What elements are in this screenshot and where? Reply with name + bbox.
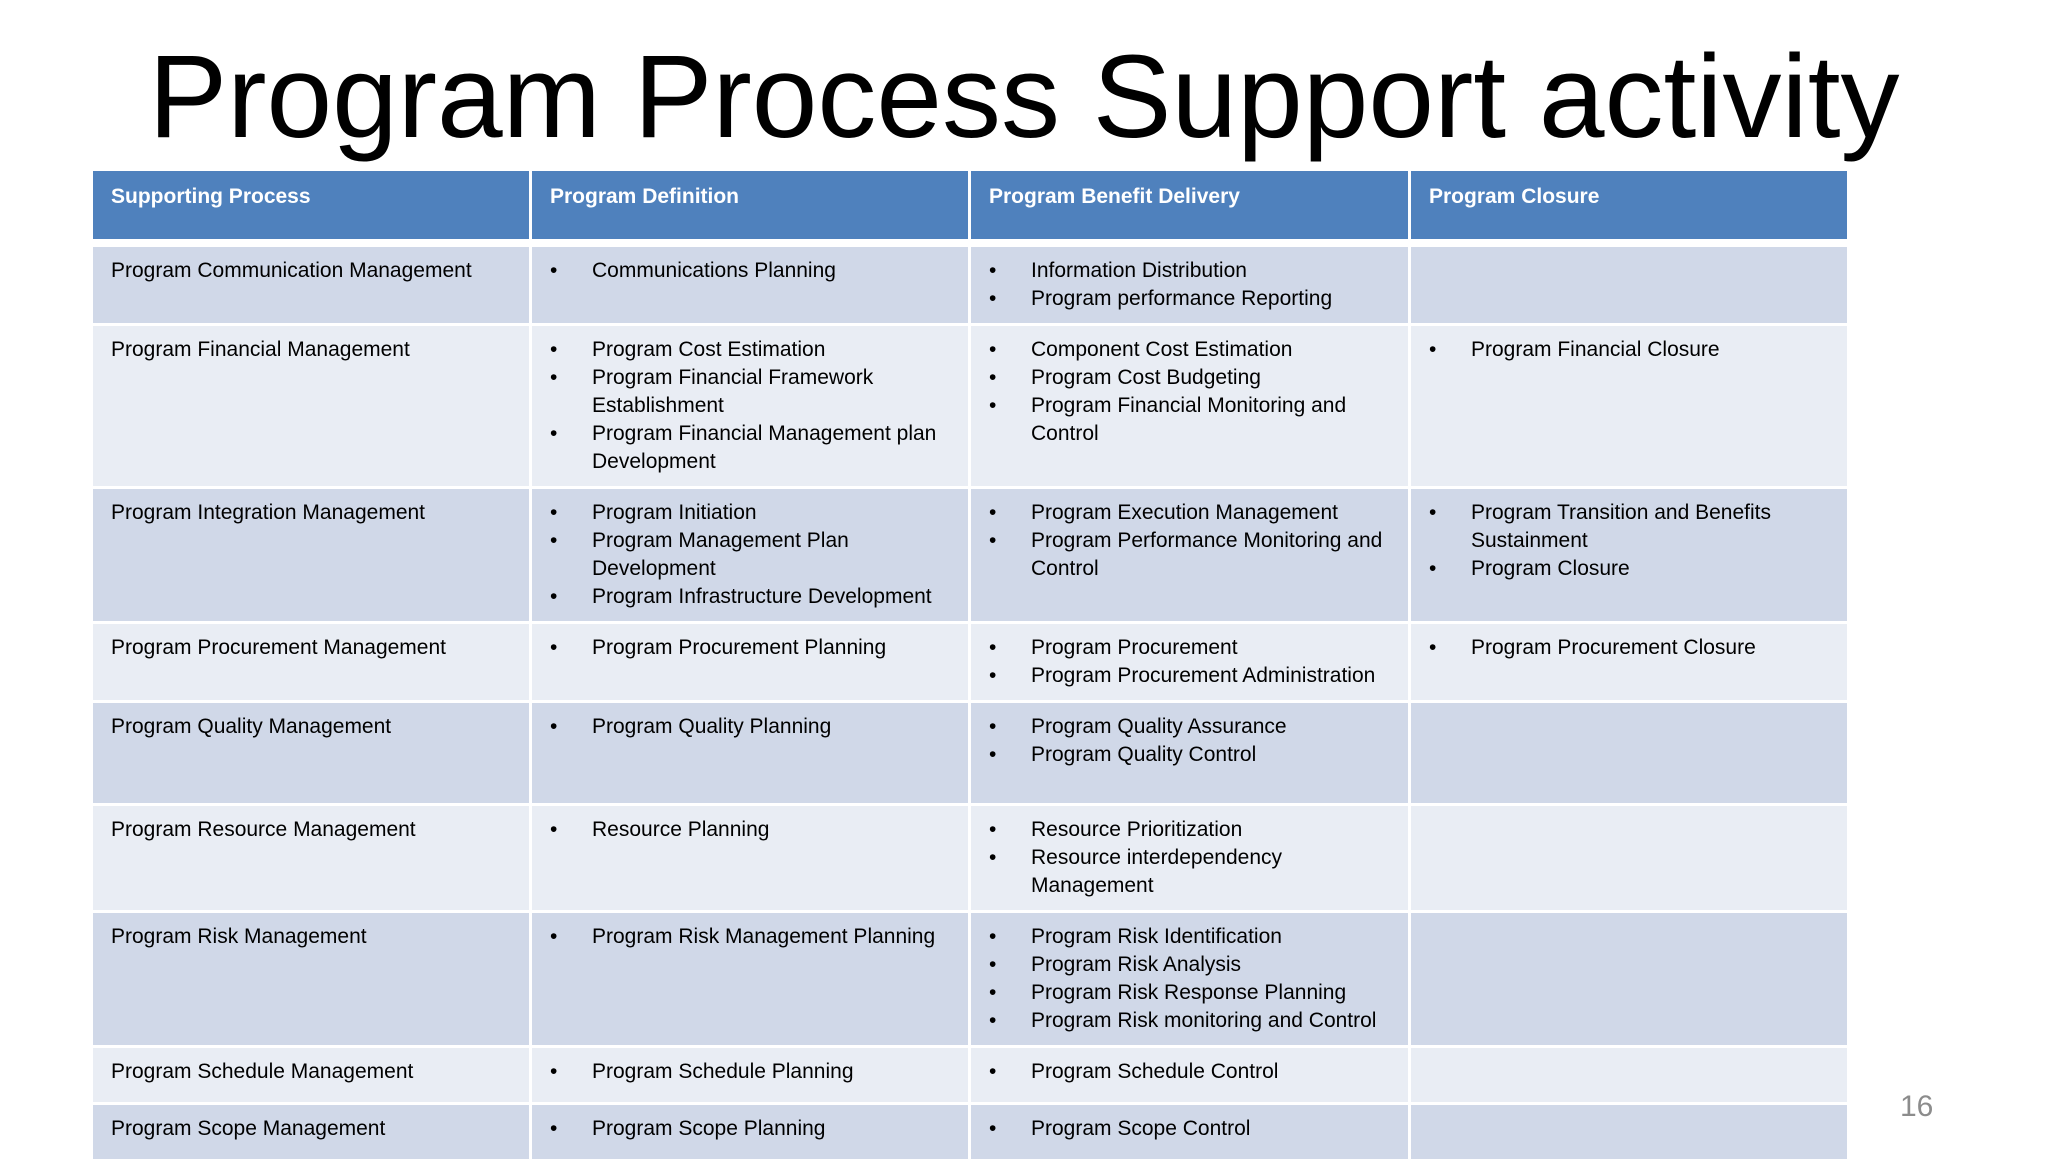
bullet-icon: • — [989, 636, 997, 659]
bullet-list — [989, 816, 1390, 900]
list-item-text: Program Procurement Planning — [592, 636, 887, 659]
bullet-list — [550, 499, 950, 611]
table-row — [92, 805, 1849, 912]
list-item — [550, 1115, 950, 1143]
list-item — [989, 257, 1390, 285]
list-item-text: Program Procurement — [1031, 636, 1238, 659]
bullet-icon: • — [989, 287, 997, 310]
bullet-icon: • — [550, 501, 558, 524]
list-item-text: Program Procurement Closure — [1471, 636, 1756, 659]
list-item-text: Information Distribution — [1031, 259, 1247, 282]
bullet-list — [989, 634, 1390, 690]
process-support-table — [90, 168, 1850, 1162]
program-definition-cell — [531, 488, 970, 623]
program-closure-cell — [1410, 488, 1849, 623]
supporting-process-cell: Program Risk Management — [92, 912, 531, 1047]
supporting-process-cell: Program Integration Management — [92, 488, 531, 623]
list-item-text: Communications Planning — [592, 259, 836, 282]
list-item — [1429, 499, 1829, 555]
bullet-icon: • — [989, 743, 997, 766]
program-benefit-delivery-cell — [970, 325, 1410, 488]
program-benefit-delivery-cell — [970, 488, 1410, 623]
list-item-text: Program Initiation — [592, 501, 757, 524]
bullet-list — [550, 923, 950, 951]
supporting-process-cell: Program Schedule Management — [92, 1047, 531, 1104]
bullet-list — [989, 257, 1390, 313]
list-item — [550, 527, 950, 583]
bullet-icon: • — [989, 1009, 997, 1032]
list-item-text: Resource Prioritization — [1031, 818, 1243, 841]
list-item-text: Program Scope Planning — [592, 1117, 826, 1140]
bullet-icon: • — [989, 981, 997, 1004]
program-benefit-delivery-cell — [970, 243, 1410, 325]
list-item — [989, 741, 1390, 769]
bullet-icon: • — [989, 259, 997, 282]
bullet-icon: • — [550, 715, 558, 738]
list-item — [989, 392, 1390, 448]
list-item-text: Program Risk Analysis — [1031, 953, 1242, 976]
table-body — [92, 243, 1849, 1161]
supporting-process-cell: Program Procurement Management — [92, 623, 531, 702]
list-item — [989, 364, 1390, 392]
list-item-text: Program performance Reporting — [1031, 287, 1333, 310]
bullet-icon: • — [1429, 636, 1437, 659]
list-item-text: Program Risk Management Planning — [592, 925, 936, 948]
list-item — [989, 951, 1390, 979]
bullet-icon: • — [550, 925, 558, 948]
bullet-list — [550, 1058, 950, 1086]
bullet-list — [989, 713, 1390, 769]
program-closure-cell — [1410, 623, 1849, 702]
list-item — [550, 634, 950, 662]
list-item-text: Program Execution Management — [1031, 501, 1338, 524]
list-item — [550, 336, 950, 364]
list-item — [989, 336, 1390, 364]
list-item-text: Resource Planning — [592, 818, 770, 841]
table-row — [92, 702, 1849, 805]
program-closure-cell — [1410, 1047, 1849, 1104]
slide-title: Program Process Support activity — [148, 31, 1900, 163]
bullet-list — [1429, 499, 1829, 583]
table-row — [92, 488, 1849, 623]
list-item — [550, 420, 950, 476]
bullet-list — [989, 499, 1390, 583]
column-header-program-definition: Program Definition — [531, 170, 970, 244]
list-item — [989, 1115, 1390, 1143]
list-item-text: Program Financial Management plan Development — [592, 422, 937, 473]
bullet-icon: • — [989, 338, 997, 361]
bullet-list — [989, 923, 1390, 1035]
column-header-supporting-process: Supporting Process — [92, 170, 531, 244]
program-benefit-delivery-cell — [970, 1047, 1410, 1104]
column-header-program-closure: Program Closure — [1410, 170, 1849, 244]
program-benefit-delivery-cell — [970, 623, 1410, 702]
bullet-icon: • — [550, 1060, 558, 1083]
list-item — [1429, 336, 1829, 364]
program-benefit-delivery-cell — [970, 912, 1410, 1047]
list-item — [550, 816, 950, 844]
program-benefit-delivery-cell — [970, 805, 1410, 912]
bullet-list — [989, 1115, 1390, 1143]
list-item-text: Program Cost Budgeting — [1031, 366, 1261, 389]
list-item — [989, 923, 1390, 951]
list-item-text: Program Schedule Planning — [592, 1060, 854, 1083]
list-item — [989, 662, 1390, 690]
bullet-list — [550, 713, 950, 741]
supporting-process-cell: Program Quality Management — [92, 702, 531, 805]
list-item-text: Program Scope Control — [1031, 1117, 1251, 1140]
bullet-icon: • — [550, 1117, 558, 1140]
list-item-text: Program Cost Estimation — [592, 338, 826, 361]
bullet-list — [550, 336, 950, 476]
bullet-list — [550, 816, 950, 844]
supporting-process-cell: Program Communication Management — [92, 243, 531, 325]
list-item — [550, 713, 950, 741]
program-closure-cell — [1410, 702, 1849, 805]
bullet-icon: • — [989, 501, 997, 524]
supporting-process-cell: Program Financial Management — [92, 325, 531, 488]
program-definition-cell — [531, 325, 970, 488]
list-item-text: Program Quality Planning — [592, 715, 832, 738]
bullet-icon: • — [550, 259, 558, 282]
list-item — [1429, 555, 1829, 583]
bullet-icon: • — [989, 664, 997, 687]
list-item-text: Program Schedule Control — [1031, 1060, 1279, 1083]
list-item — [550, 499, 950, 527]
bullet-icon: • — [989, 529, 997, 552]
bullet-icon: • — [550, 529, 558, 552]
list-item — [550, 364, 950, 420]
bullet-icon: • — [989, 715, 997, 738]
bullet-list — [1429, 634, 1829, 662]
bullet-icon: • — [1429, 557, 1437, 580]
bullet-icon: • — [989, 925, 997, 948]
list-item — [989, 285, 1390, 313]
list-item-text: Program Risk Identification — [1031, 925, 1282, 948]
list-item — [989, 979, 1390, 1007]
program-definition-cell — [531, 1047, 970, 1104]
bullet-icon: • — [989, 366, 997, 389]
list-item — [989, 499, 1390, 527]
program-closure-cell — [1410, 912, 1849, 1047]
program-definition-cell — [531, 243, 970, 325]
list-item-text: Resource interdependency Management — [1031, 846, 1282, 897]
page-number: 16 — [1900, 1090, 1934, 1123]
program-closure-cell — [1410, 325, 1849, 488]
program-closure-cell — [1410, 243, 1849, 325]
list-item-text: Program Procurement Administration — [1031, 664, 1376, 687]
bullet-icon: • — [550, 366, 558, 389]
bullet-list — [1429, 336, 1829, 364]
bullet-list — [550, 257, 950, 285]
list-item-text: Program Closure — [1471, 557, 1630, 580]
list-item — [989, 816, 1390, 844]
bullet-icon: • — [1429, 501, 1437, 524]
list-item-text: Program Performance Monitoring and Control — [1031, 529, 1383, 580]
list-item-text: Component Cost Estimation — [1031, 338, 1293, 361]
list-item — [989, 634, 1390, 662]
list-item-text: Program Risk monitoring and Control — [1031, 1009, 1377, 1032]
bullet-icon: • — [989, 846, 997, 869]
table-row — [92, 325, 1849, 488]
bullet-icon: • — [550, 585, 558, 608]
table-header-row — [92, 170, 1849, 244]
bullet-icon: • — [989, 953, 997, 976]
list-item — [550, 257, 950, 285]
bullet-list — [989, 1058, 1390, 1086]
program-closure-cell — [1410, 805, 1849, 912]
table-row — [92, 1047, 1849, 1104]
list-item — [1429, 634, 1829, 662]
list-item — [989, 844, 1390, 900]
program-definition-cell — [531, 912, 970, 1047]
bullet-list — [989, 336, 1390, 448]
list-item — [550, 583, 950, 611]
table-row — [92, 912, 1849, 1047]
list-item-text: Program Transition and Benefits Sustainment — [1471, 501, 1771, 552]
bullet-list — [550, 1115, 950, 1143]
list-item — [989, 1007, 1390, 1035]
bullet-icon: • — [550, 636, 558, 659]
supporting-process-cell: Program Resource Management — [92, 805, 531, 912]
list-item-text: Program Financial Closure — [1471, 338, 1720, 361]
program-definition-cell — [531, 623, 970, 702]
bullet-icon: • — [1429, 338, 1437, 361]
list-item — [550, 923, 950, 951]
bullet-icon: • — [550, 422, 558, 445]
bullet-icon: • — [550, 818, 558, 841]
bullet-icon: • — [989, 394, 997, 417]
program-benefit-delivery-cell — [970, 702, 1410, 805]
list-item-text: Program Quality Control — [1031, 743, 1257, 766]
table-row — [92, 243, 1849, 325]
bullet-icon: • — [550, 338, 558, 361]
program-definition-cell — [531, 702, 970, 805]
list-item-text: Program Financial Monitoring and Control — [1031, 394, 1347, 445]
list-item-text: Program Financial Framework Establishment — [592, 366, 874, 417]
list-item-text: Program Risk Response Planning — [1031, 981, 1347, 1004]
bullet-icon: • — [989, 818, 997, 841]
program-definition-cell — [531, 805, 970, 912]
list-item-text: Program Management Plan Development — [592, 529, 849, 580]
column-header-program-benefit-delivery: Program Benefit Delivery — [970, 170, 1410, 244]
bullet-list — [550, 634, 950, 662]
bullet-icon: • — [989, 1117, 997, 1140]
list-item — [989, 713, 1390, 741]
list-item-text: Program Infrastructure Development — [592, 585, 932, 608]
list-item — [989, 1058, 1390, 1086]
list-item-text: Program Quality Assurance — [1031, 715, 1287, 738]
list-item — [989, 527, 1390, 583]
table-row — [92, 623, 1849, 702]
list-item — [550, 1058, 950, 1086]
supporting-process-cell: Program Scope Management — [92, 1104, 531, 1161]
bullet-icon: • — [989, 1060, 997, 1083]
